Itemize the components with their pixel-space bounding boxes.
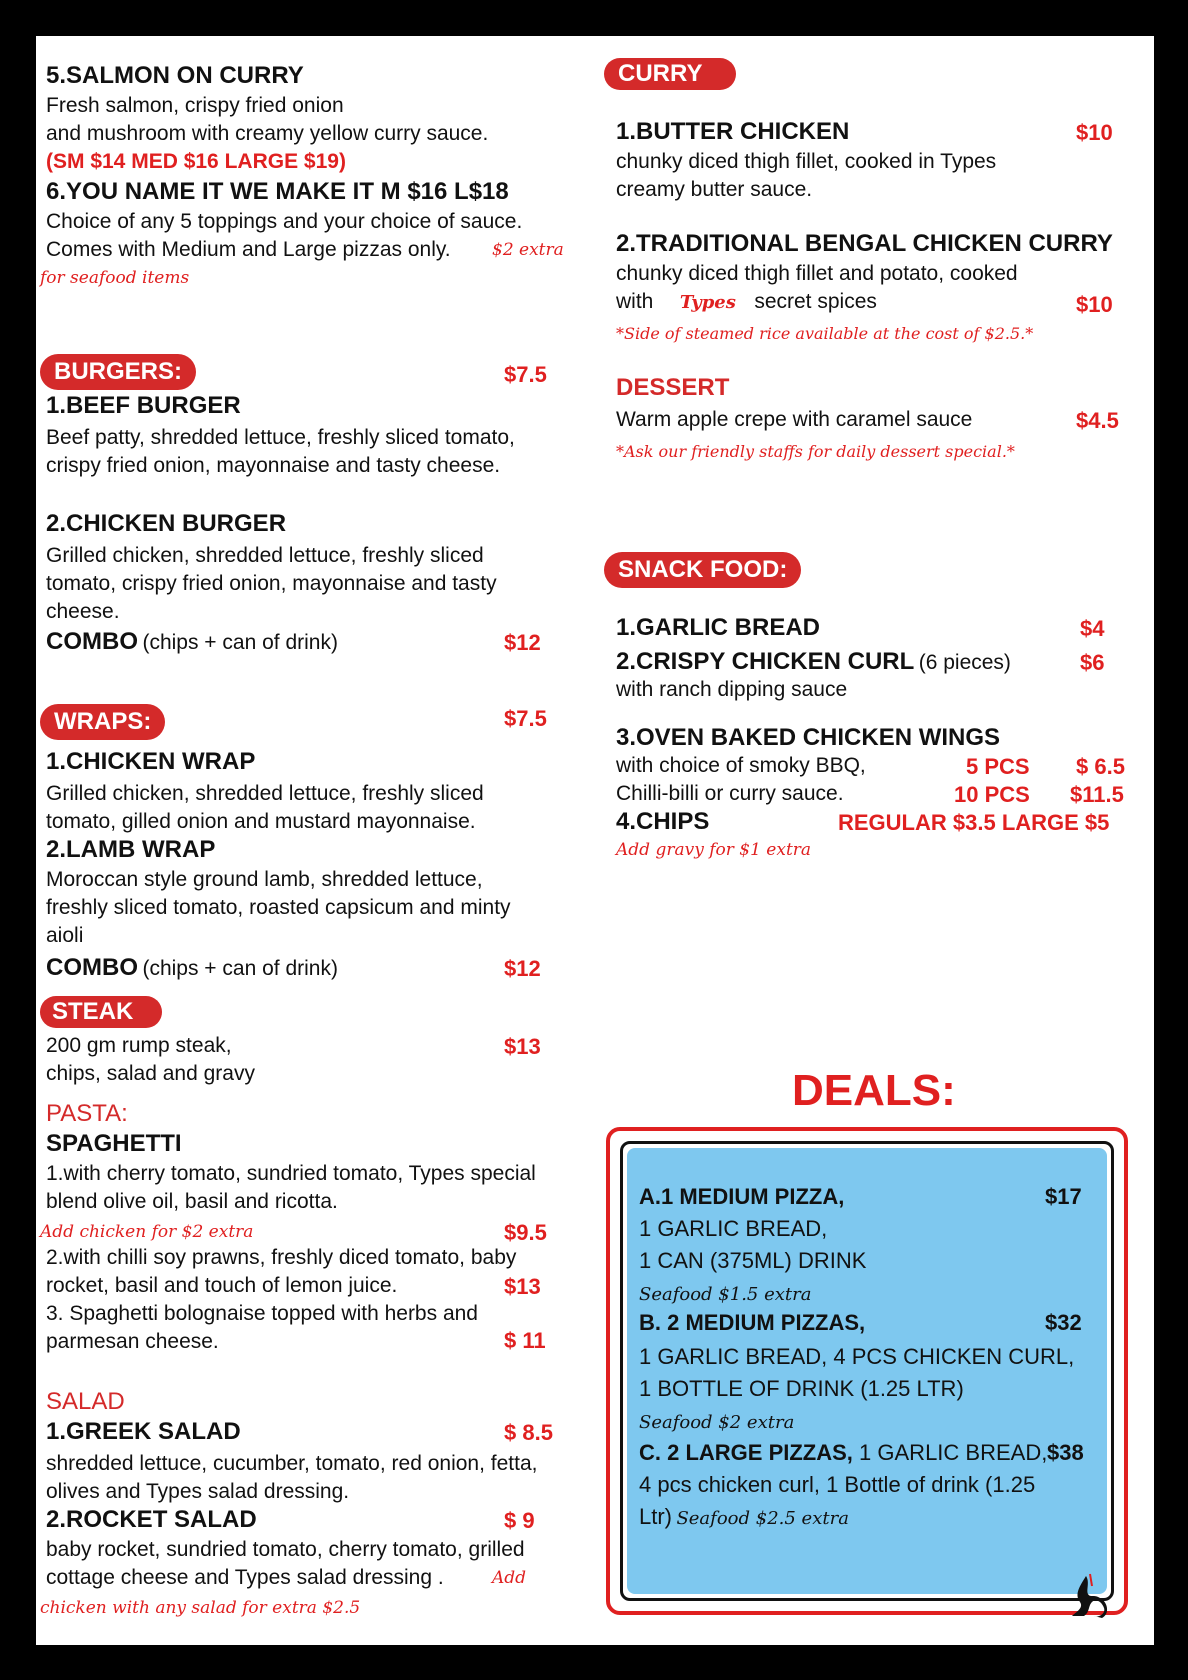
dessert-price: $4.5	[1076, 408, 1119, 433]
wrap-combo-price: $12	[504, 956, 541, 981]
burger-combo-price: $12	[504, 630, 541, 655]
chicken-curl-name: 2.CRISPY CHICKEN CURL	[616, 648, 915, 675]
steak-desc: chips, salad and gravy	[46, 1062, 255, 1085]
pasta-price: $13	[504, 1274, 541, 1299]
name-it-title: 6.YOU NAME IT WE MAKE IT M $16 L$18	[46, 178, 509, 205]
deal-a-line: 1 GARLIC BREAD,	[639, 1216, 828, 1241]
rocket-salad-note: Add	[492, 1568, 527, 1588]
burgers-label: BURGERS:	[40, 354, 196, 390]
types-logo-text: Types	[679, 292, 736, 313]
chicken-burger-desc: tomato, crispy fried onion, mayonnaise and tasty	[46, 572, 497, 595]
deal-c-title-line	[639, 1440, 1047, 1466]
salmon-title: 5.SALMON ON CURRY	[46, 62, 304, 89]
chicken-wings-desc: Chilli-billi or curry sauce.	[616, 782, 844, 805]
chicken-curl-price: $6	[1080, 650, 1105, 675]
name-it-note: for seafood items	[40, 268, 190, 288]
deals-inner-border	[620, 1141, 1114, 1601]
combo-label: COMBO	[46, 954, 138, 981]
garlic-bread-title: 1.GARLIC BREAD	[616, 614, 821, 641]
burger-combo	[46, 628, 338, 656]
wraps-price: $7.5	[504, 706, 547, 731]
pasta-desc: rocket, basil and touch of lemon juice.	[46, 1274, 398, 1297]
chicken-wings-desc: with choice of smoky BBQ,	[616, 754, 866, 777]
rocket-salad-title: 2.ROCKET SALAD	[46, 1506, 257, 1533]
beef-burger-desc: crispy fried onion, mayonnaise and tasty cheese.	[46, 454, 501, 477]
wrap-combo	[46, 954, 338, 982]
deal-a-note: Seafood $1.5 extra	[639, 1284, 812, 1305]
chips-title: 4.CHIPS	[616, 808, 710, 835]
pasta-desc: parmesan cheese.	[46, 1330, 219, 1353]
snack-food-label: SNACK FOOD:	[604, 552, 801, 588]
butter-chicken-price: $10	[1076, 120, 1113, 145]
chicken-wrap-title: 1.CHICKEN WRAP	[46, 748, 256, 775]
beef-burger-desc: Beef patty, shredded lettuce, freshly sliced tomato,	[46, 426, 515, 449]
wings-10-pcs: 10 PCS	[954, 782, 1030, 807]
pasta-price: $9.5	[504, 1220, 547, 1245]
deal-a-title: A.1 MEDIUM PIZZA,	[639, 1184, 845, 1209]
bengal-curry-price: $10	[1076, 292, 1113, 317]
pasta-desc: 2.with chilli soy prawns, freshly diced tomato, baby	[46, 1246, 517, 1269]
deal-c-price: $38	[1047, 1440, 1084, 1465]
chips-prices: REGULAR $3.5 LARGE $5	[838, 810, 1110, 835]
deals-box	[606, 1127, 1128, 1615]
deals-panel	[627, 1148, 1107, 1594]
deals-title: DEALS:	[792, 1066, 956, 1115]
deal-c-ltr: Ltr)	[639, 1504, 672, 1529]
menu-page	[36, 36, 1154, 1645]
salmon-desc: and mushroom with creamy yellow curry sauce.	[46, 122, 489, 145]
deal-b-line: 1 GARLIC BREAD, 4 PCS CHICKEN CURL,	[639, 1344, 1075, 1369]
name-it-desc: Comes with Medium and Large pizzas only.	[46, 238, 451, 261]
deal-c-note: Seafood $2.5 extra	[676, 1508, 849, 1529]
deal-b-title: B. 2 MEDIUM PIZZAS,	[639, 1310, 866, 1335]
combo-desc: (chips + can of drink)	[142, 957, 338, 980]
rocket-salad-note: chicken with any salad for extra $2.5	[40, 1598, 361, 1618]
beef-burger-title: 1.BEEF BURGER	[46, 392, 241, 419]
chicken-wrap-desc: tomato, gilled onion and mustard mayonnaise.	[46, 810, 476, 833]
steak-desc: 200 gm rump steak,	[46, 1034, 232, 1057]
greek-salad-desc: shredded lettuce, cucumber, tomato, red onion, fetta,	[46, 1452, 538, 1475]
deal-b-price: $32	[1045, 1310, 1082, 1335]
chicken-wings-title: 3.OVEN BAKED CHICKEN WINGS	[616, 724, 1001, 751]
bengal-spices: secret spices	[754, 290, 877, 313]
dessert-note: *Ask our friendly staffs for daily dessert special.*	[616, 442, 1015, 461]
steak-price: $13	[504, 1034, 541, 1059]
wraps-label: WRAPS:	[40, 704, 165, 740]
rocket-salad-price: $ 9	[504, 1508, 535, 1533]
name-it-note: $2 extra	[492, 240, 564, 260]
wings-5-pcs-price: $ 6.5	[1076, 754, 1125, 779]
lamb-wrap-desc: aioli	[46, 924, 84, 947]
chicken-curl-title	[616, 648, 1011, 676]
deal-b-line: 1 BOTTLE OF DRINK (1.25 LTR)	[639, 1376, 964, 1401]
deal-c-rest: 1 GARLIC BREAD,	[859, 1440, 1048, 1465]
garlic-bread-price: $4	[1080, 616, 1105, 641]
types-logo-icon	[1066, 1572, 1110, 1630]
butter-chicken-title: 1.BUTTER CHICKEN	[616, 118, 850, 145]
lamb-wrap-desc: Moroccan style ground lamb, shredded lettuce,	[46, 868, 483, 891]
pasta-price: $ 11	[504, 1328, 546, 1353]
salmon-prices: (SM $14 MED $16 LARGE $19)	[46, 150, 346, 173]
rocket-salad-desc: baby rocket, sundried tomato, cherry tomato, grilled	[46, 1538, 525, 1561]
deal-a-price: $17	[1045, 1184, 1082, 1209]
lamb-wrap-desc: freshly sliced tomato, roasted capsicum and minty	[46, 896, 511, 919]
butter-chicken-desc: chunky diced thigh fillet, cooked in Types	[616, 150, 997, 173]
chicken-wrap-desc: Grilled chicken, shredded lettuce, freshly sliced	[46, 782, 484, 805]
lamb-wrap-title: 2.LAMB WRAP	[46, 836, 216, 863]
greek-salad-title: 1.GREEK SALAD	[46, 1418, 241, 1445]
deal-c-line	[639, 1504, 849, 1530]
chicken-curl-qty: (6 pieces)	[918, 651, 1011, 674]
dessert-desc: Warm apple crepe with caramel sauce	[616, 408, 973, 431]
steak-label: STEAK	[40, 996, 162, 1028]
combo-desc: (chips + can of drink)	[142, 631, 338, 654]
spaghetti-title: SPAGHETTI	[46, 1130, 182, 1157]
wings-5-pcs: 5 PCS	[966, 754, 1030, 779]
greek-salad-desc: olives and Types salad dressing.	[46, 1480, 350, 1503]
bengal-with: with	[616, 290, 654, 313]
pasta-desc: 1.with cherry tomato, sundried tomato, Types special	[46, 1162, 536, 1185]
curry-label: CURRY	[604, 58, 736, 90]
dessert-label: DESSERT	[616, 374, 730, 401]
pasta-desc: 3. Spaghetti bolognaise topped with herbs and	[46, 1302, 478, 1325]
chicken-curl-desc: with ranch dipping sauce	[616, 678, 848, 701]
chicken-burger-desc: cheese.	[46, 600, 120, 623]
pasta-label: PASTA:	[46, 1100, 128, 1127]
bengal-curry-title: 2.TRADITIONAL BENGAL CHICKEN CURRY	[616, 230, 1113, 257]
salad-label: SALAD	[46, 1388, 125, 1415]
chicken-burger-title: 2.CHICKEN BURGER	[46, 510, 287, 537]
rocket-salad-desc: cottage cheese and Types salad dressing .	[46, 1566, 444, 1589]
salmon-desc: Fresh salmon, crispy fried onion	[46, 94, 344, 117]
chips-note: Add gravy for $1 extra	[616, 840, 812, 860]
deal-c-title: C. 2 LARGE PIZZAS,	[639, 1440, 853, 1465]
chicken-burger-desc: Grilled chicken, shredded lettuce, freshly sliced	[46, 544, 484, 567]
rice-note: *Side of steamed rice available at the cost of $2.5.*	[616, 324, 1034, 343]
deal-a-line: 1 CAN (375ML) DRINK	[639, 1248, 867, 1273]
butter-chicken-desc: creamy butter sauce.	[616, 178, 813, 201]
wings-10-pcs-price: $11.5	[1070, 782, 1124, 807]
bengal-curry-desc	[616, 290, 877, 314]
combo-label: COMBO	[46, 628, 138, 655]
pasta-desc: blend olive oil, basil and ricotta.	[46, 1190, 338, 1213]
greek-salad-price: $ 8.5	[504, 1420, 553, 1445]
name-it-desc: Choice of any 5 toppings and your choice of sauce.	[46, 210, 523, 233]
bengal-curry-desc: chunky diced thigh fillet and potato, cooked	[616, 262, 1018, 285]
deal-b-note: Seafood $2 extra	[639, 1412, 795, 1433]
burgers-price: $7.5	[504, 362, 547, 387]
deal-c-line: 4 pcs chicken curl, 1 Bottle of drink (1.25	[639, 1472, 1036, 1497]
pasta-note: Add chicken for $2 extra	[40, 1222, 254, 1242]
